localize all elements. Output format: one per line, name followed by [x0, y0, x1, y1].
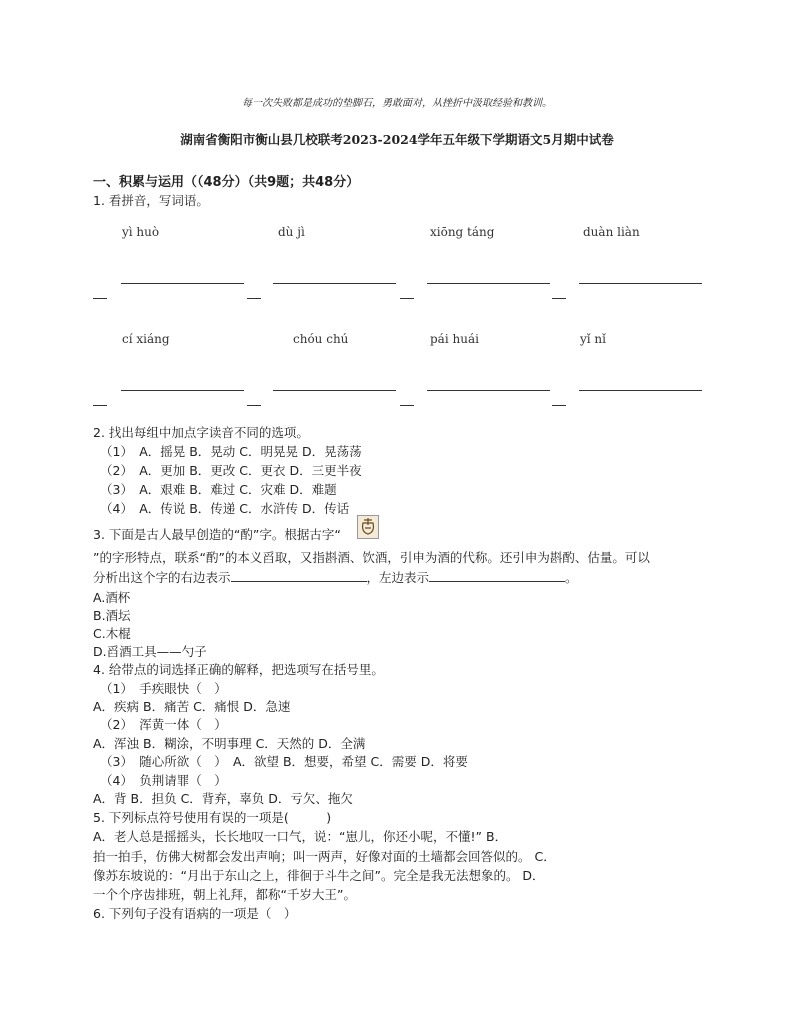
page-title: 湖南省衡阳市衡山县几校联考2023-2024学年五年级下学期语文5月期中试卷	[180, 132, 614, 147]
question-3-text: ”的字形特点，联系“酌”的本义舀取，又指斟酒、饮酒，引申为酒的代称。还引申为斟酌、估量。可以	[93, 550, 650, 565]
answer-line[interactable]	[273, 283, 396, 284]
answer-line[interactable]	[121, 390, 244, 391]
line-mark	[247, 405, 261, 406]
option-line: 一个个序齿排班，朝上礼拜，都称“千岁大王”。	[93, 887, 356, 902]
answer-line[interactable]	[579, 390, 702, 391]
option-line: （1） A．摇晃 B．晃动 C．明晃晃 D．晃荡荡	[100, 444, 362, 459]
option-line: （2） A．更加 B．更改 C．更衣 D．三更半夜	[100, 463, 362, 478]
line-mark	[400, 298, 414, 299]
option: A.酒杯	[93, 590, 131, 605]
line-mark	[93, 405, 107, 406]
question-3-blanks: 分析出这个字的右边表示 ，左边表示 。	[93, 570, 578, 585]
option-line: （3） A．艰难 B．难过 C．灾难 D．难题	[100, 482, 337, 497]
pinyin: cí xiáng	[122, 332, 170, 346]
answer-blank[interactable]	[231, 569, 367, 582]
pinyin: chóu chú	[293, 332, 349, 346]
pinyin: dù jì	[278, 225, 305, 239]
line-mark	[552, 298, 566, 299]
ancient-character-image	[357, 515, 379, 539]
answer-blank[interactable]	[429, 569, 565, 582]
section-heading: 一、积累与运用（（48分）（共9题；共48分）	[93, 175, 360, 190]
pinyin: yǐ nǐ	[580, 332, 606, 346]
option: D.舀酒工具——勺子	[93, 644, 207, 659]
question-5-prompt: 5. 下列标点符号使用有误的一项是( )	[93, 810, 332, 825]
option-line: 像苏东坡说的：“月出于东山之上，徘徊于斗牛之间”。完全是我无法想象的。 D．	[93, 868, 545, 883]
line-mark	[93, 298, 107, 299]
line-mark	[400, 405, 414, 406]
option: B.酒坛	[93, 608, 131, 623]
question-2-prompt: 2. 找出每组中加点字读音不同的选项。	[93, 425, 309, 440]
question-6-prompt: 6. 下列句子没有语病的一项是（ ）	[93, 906, 297, 921]
question-3-prompt: 3. 下面是古人最早创造的“酌”字。根据古字“	[93, 527, 341, 542]
motto: 每一次失败都是成功的垫脚石，勇敢面对，从挫折中汲取经验和教训。	[242, 98, 552, 109]
blank-label: ，左边表示	[366, 570, 430, 585]
line-mark	[247, 298, 261, 299]
pinyin: xiōng táng	[430, 225, 495, 239]
option-line: A．老人总是摇摇头，长长地叹一口气，说：“崽儿，你还小呢，不懂!” B．	[93, 829, 508, 844]
answer-line[interactable]	[427, 390, 550, 391]
question-1-prompt: 1. 看拼音，写词语。	[93, 193, 209, 208]
option: C.木棍	[93, 626, 131, 641]
sub-question: （3） 随心所欲（ ） A．欲望 B．想要，希望 C．需要 D．将要	[100, 754, 468, 769]
answer-line[interactable]	[273, 390, 396, 391]
pinyin: pái huái	[430, 332, 479, 346]
line-mark	[552, 405, 566, 406]
sub-question: （4） 负荆请罪（ ）	[100, 773, 227, 788]
blank-label: 分析出这个字的右边表示	[93, 570, 231, 585]
pinyin: duàn liàn	[583, 225, 640, 239]
option-line: 拍一拍手，仿佛大树都会发出声响；叫一两声，好像对面的土墙都会回答似的。 C．	[93, 849, 556, 864]
pinyin: yì huò	[122, 225, 160, 239]
question-4-prompt: 4. 给带点的词选择正确的解释，把选项写在括号里。	[93, 662, 384, 677]
option-line: A．疾病 B．痛苦 C．痛恨 D．急速	[93, 699, 291, 714]
option-line: A．浑浊 B．糊涂，不明事理 C．天然的 D．全满	[93, 736, 366, 751]
option-line: （4） A．传说 B．传递 C．水浒传 D．传话	[100, 501, 350, 516]
answer-line[interactable]	[579, 283, 702, 284]
sub-question: （1） 手疾眼快（ ）	[100, 681, 227, 696]
option-line: A．背 B．担负 C．背弃，辜负 D．亏欠、拖欠	[93, 791, 353, 806]
sub-question: （2） 浑黄一体（ ）	[100, 717, 227, 732]
answer-line[interactable]	[121, 283, 244, 284]
answer-line[interactable]	[427, 283, 550, 284]
